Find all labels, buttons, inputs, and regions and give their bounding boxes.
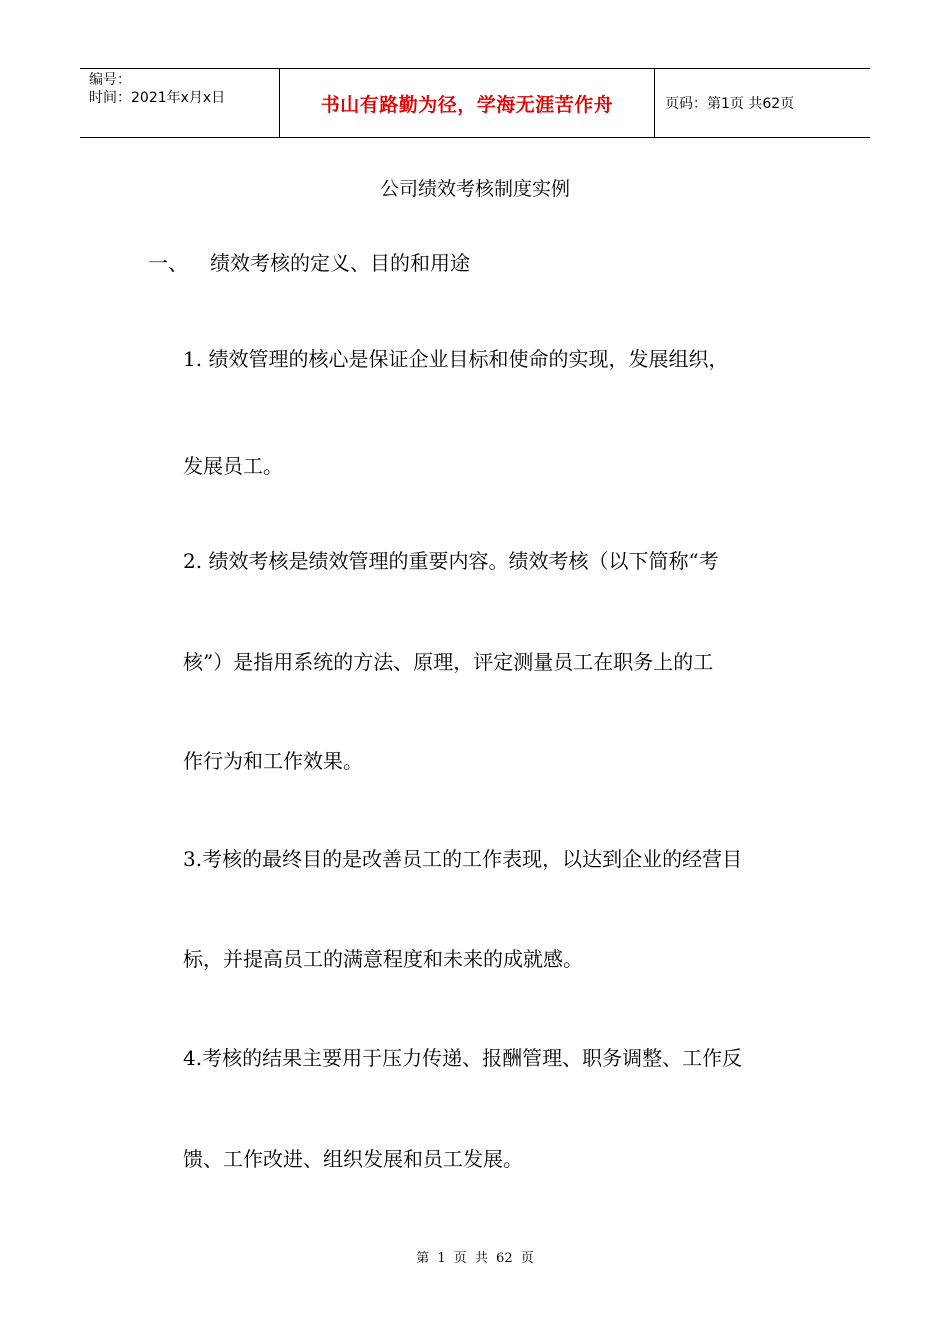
number-label: 编号：	[89, 72, 131, 88]
document-title: 公司绩效考核制度实例	[379, 178, 570, 200]
header-motto: 书山有路勤为径，学海无涯苦作舟	[280, 69, 655, 137]
section-number: 一、	[148, 251, 188, 275]
header-page-info: 页码：第1页 共62页	[665, 96, 795, 112]
page-footer: 第 1 页 共 62 页	[416, 1251, 534, 1266]
text-line: 2. 绩效考核是绩效管理的重要内容。绩效考核（以下简称“考	[183, 549, 719, 573]
text-line: 发展员工。	[183, 454, 283, 478]
header-meta	[80, 69, 280, 137]
time-label: 时间：2021年x月x日	[89, 90, 226, 106]
text-line: 核”）是指用系统的方法、原理，评定测量员工在职务上的工	[183, 650, 714, 674]
text-line: 3.考核的最终目的是改善员工的工作表现，以达到企业的经营目	[183, 847, 743, 871]
text-line: 标，并提高员工的满意程度和未来的成就感。	[183, 947, 583, 971]
section-title: 绩效考核的定义、目的和用途	[210, 251, 470, 275]
text-line: 作行为和工作效果。	[183, 749, 363, 773]
section-heading	[148, 247, 470, 276]
text-line: 馈、工作改进、组织发展和员工发展。	[183, 1147, 523, 1171]
text-line: 1. 绩效管理的核心是保证企业目标和使命的实现，发展组织，	[183, 347, 729, 371]
text-line: 4.考核的结果主要用于压力传递、报酬管理、职务调整、工作反	[183, 1046, 743, 1070]
document-header	[80, 68, 870, 138]
